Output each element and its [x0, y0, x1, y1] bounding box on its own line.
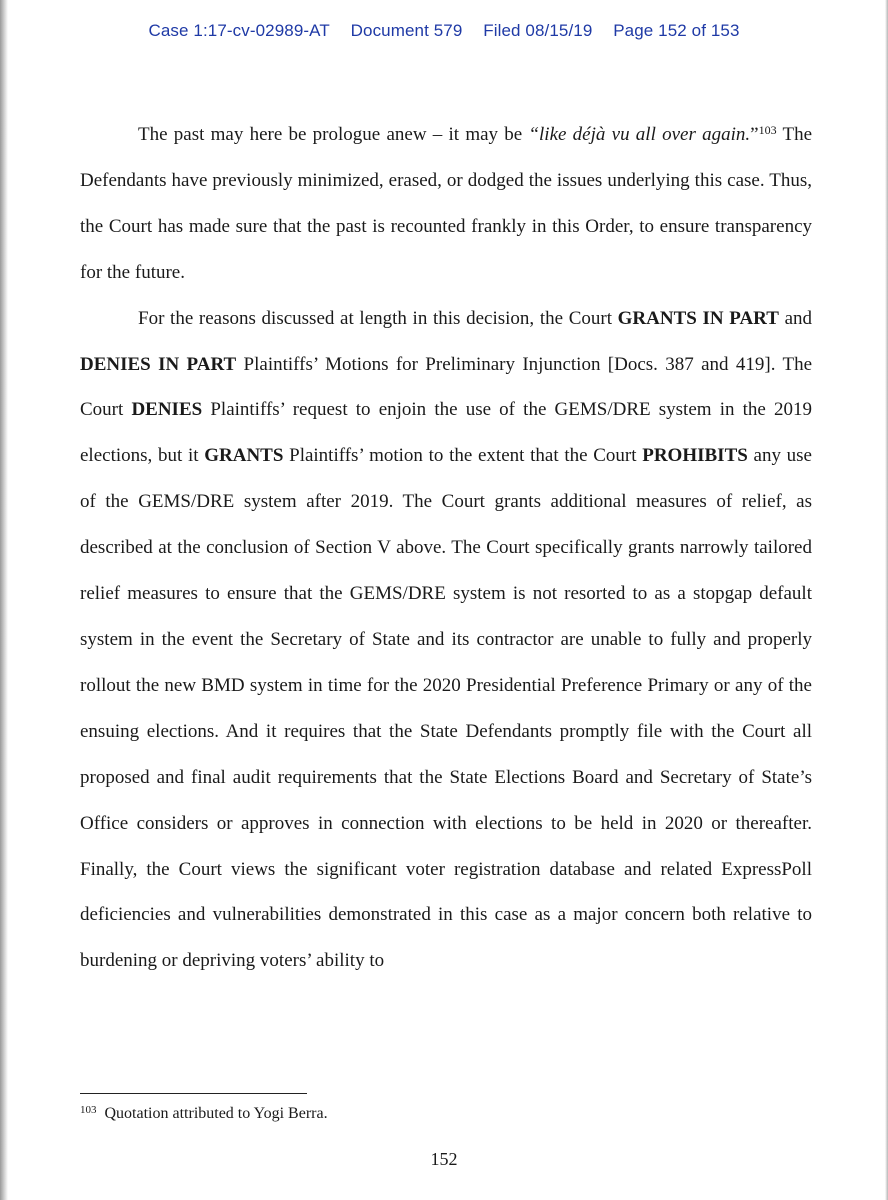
- footnote-number: 103: [80, 1104, 97, 1116]
- document-number: Document 579: [350, 21, 463, 40]
- bold-term: GRANTS: [204, 445, 284, 467]
- footnote: [80, 1104, 328, 1123]
- document-body: [80, 108, 812, 984]
- page-number: 152: [430, 1149, 458, 1169]
- footnote-text: Quotation attributed to Yogi Berra.: [104, 1105, 328, 1122]
- bold-term: DENIES: [131, 399, 203, 421]
- case-number: Case 1:17-cv-02989-AT: [148, 21, 330, 40]
- filed-date: Filed 08/15/19: [483, 21, 593, 40]
- page-edge-shadow: [0, 0, 8, 1200]
- ecf-header: [0, 21, 888, 41]
- bold-term: GRANTS IN PART: [617, 307, 779, 329]
- paragraph: For the reasons discussed at length in this decision, the Court GRANTS IN PART and DENIES IN PART Plaintiffs’ Motions for Preliminary Injunction [Docs. 387 and 419]. The Court DENIES Plaintiffs’ request to enjoin the use of the GEMS/DRE system in the 2019 elections, but it GRANTS Plaintiffs’ motion to the extent that the Court PROHIBITS any use of the GEMS/DRE system after 2019. The Court grants additional measures of relief, as described at the conclusion of Section V above. The Court specifically grants narrowly tailored relief measures to ensure that the GEMS/DRE system is not resorted to as a stopgap default system in the event the Secretary of State and its contractor are unable to fully and properly rollout the new BMD system in time for the 2020 Presidential Preference Primary or any of the ensuing elections. And it requires that the State Defendants promptly file with the Court all proposed and final audit requirements that the State Elections Board and Secretary of State’s Office considers or approves in connection with elections to be held in 2020 or thereafter. Finally, the Court views the significant voter registration database and related ExpressPoll deficiencies and vulnerabilities demonstrated in this case as a major concern both relative to burdening or depriving voters’ ability to: [80, 307, 812, 972]
- footnote-divider: [80, 1093, 307, 1094]
- paragraph: The past may here be prologue anew – it may be “like déjà vu all over again.”$^{103}$ The Defendants have previously minimized, erased, or dodged the issues underlying this case. Thus, the Court has made sure that the past is recounted frankly in this Order, to ensure transparency for the future.: [80, 123, 813, 283]
- quotation: “like déjà vu all over again.: [528, 124, 751, 145]
- page-indicator: Page 152 of 153: [613, 21, 740, 40]
- bold-term: DENIES IN PART: [80, 353, 237, 375]
- bold-term: PROHIBITS: [642, 445, 748, 467]
- footnote-reference: 103: [758, 123, 777, 137]
